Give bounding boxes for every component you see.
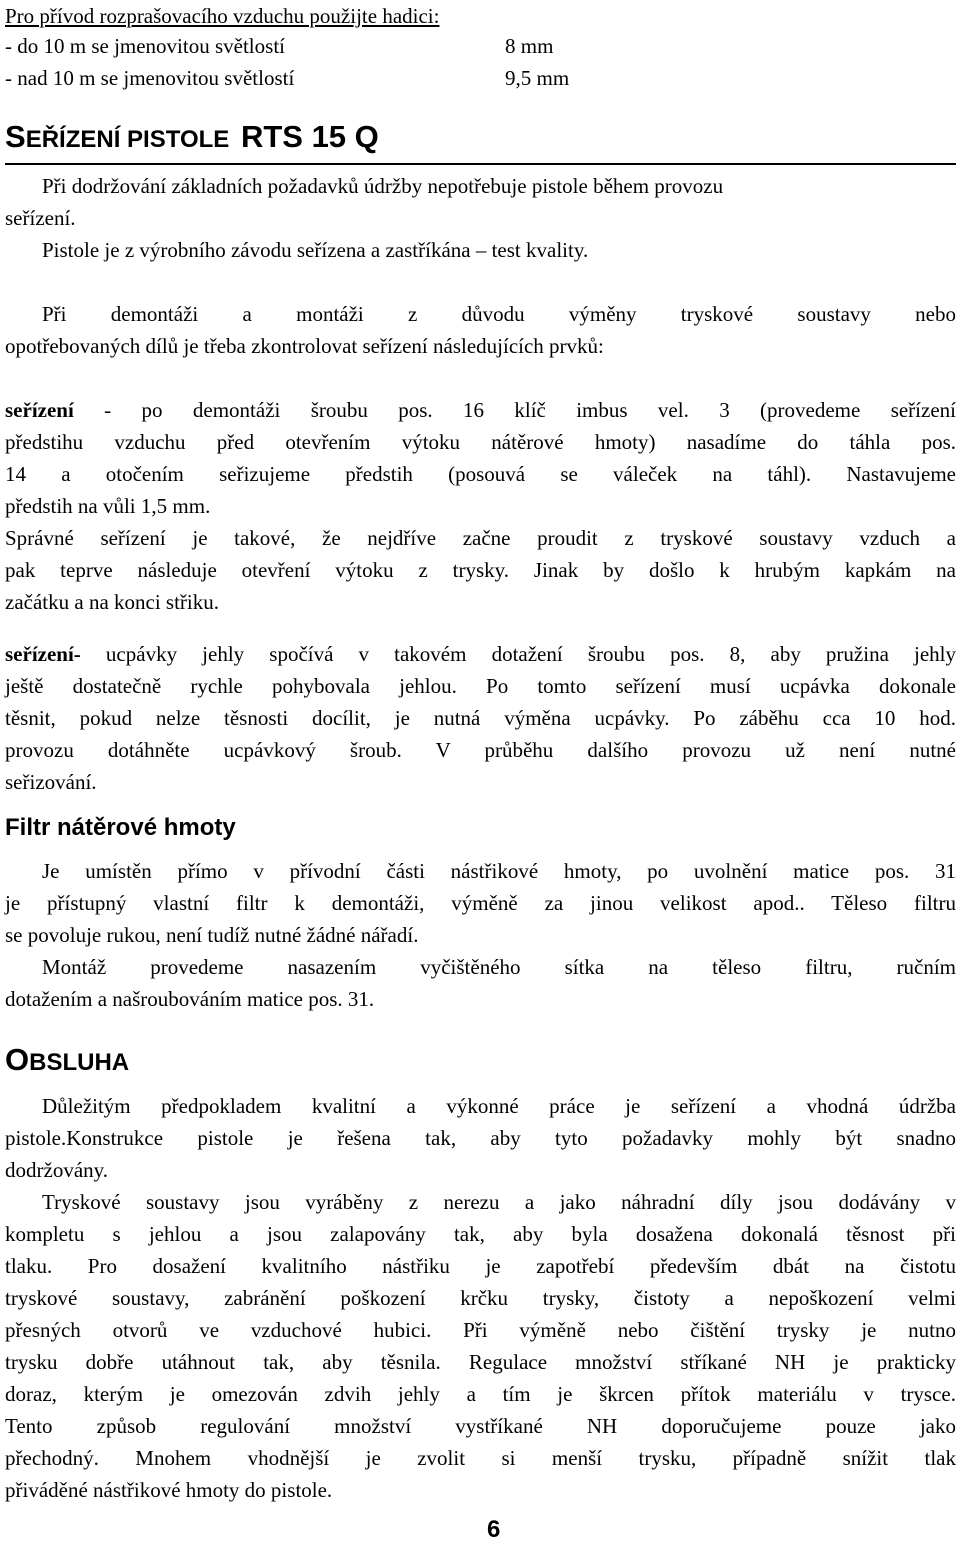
filter-p1-line-3: se povoluje rukou, není tudíž nutné žádné nářadí. bbox=[5, 923, 419, 947]
section-heading-obsluha bbox=[5, 1038, 129, 1086]
section-heading-serizeni bbox=[5, 117, 956, 165]
s1-p6-text: ucpávky jehly spočívá v takovém dotažení šroubu pos. 8, aby pružina jehly bbox=[105, 642, 957, 666]
filter-p1-line-2: je přístupný vlastní filtr k demontáži, výměně za jinou velikost apod.. Těleso filtru bbox=[5, 891, 956, 915]
s1-p4-line-2: předstihu vzduchu před otevřením výtoku nátěrové hmoty) nasadíme do táhla pos. bbox=[5, 430, 956, 454]
hose-row-1 bbox=[5, 30, 956, 62]
heading-model: RTS 15 Q bbox=[240, 119, 379, 154]
filter-p1-line-1: Je umístěn přímo v přívodní části nástřikové hmoty, po uvolnění matice pos. 31 bbox=[42, 859, 956, 883]
s2-p2-line-3: tlaku. Pro dosažení kvalitního nástřiku je zapotřebí především dbát na čistotu bbox=[5, 1254, 956, 1278]
s1-p4-line-1 bbox=[5, 394, 956, 426]
filter-p2-line-2: dotažením a našroubováním matice pos. 31. bbox=[5, 987, 375, 1011]
hose-row-1-value: 8 mm bbox=[505, 34, 554, 58]
heading-initial: S bbox=[5, 119, 26, 154]
filter-p2-line-1: Montáž provedeme nasazením vyčištěného sítka na těleso filtru, ručním bbox=[42, 955, 956, 979]
s1-p1-line-2: seřízení. bbox=[5, 206, 76, 230]
s2-p2-line-2: kompletu s jehlou a jsou zalapovány tak, aby byla dosažena dokonalá těsnost při bbox=[5, 1222, 956, 1246]
s2-p2-line-8: Tento způsob regulování množství vystříkané NH doporučujeme pouze jako bbox=[5, 1414, 956, 1438]
s2-p2-line-9: přechodný. Mnohem vhodnější je zvolit si menší trysku, případně snížit tlak bbox=[5, 1446, 956, 1470]
s1-p1-line-1: Při dodržování základních požadavků údržby nepotřebuje pistole během provozu bbox=[42, 174, 724, 198]
s2-p2-line-1: Tryskové soustavy jsou vyráběny z nerezu a jako náhradní díly jsou dodávány v bbox=[42, 1190, 956, 1214]
filter-heading: Filtr nátěrové hmoty bbox=[5, 814, 236, 841]
s1-p4-bold: seřízení bbox=[5, 398, 74, 422]
s2-p1-line-3: dodržovány. bbox=[5, 1158, 109, 1182]
s2-p1-line-2: pistole.Konstrukce pistole je řešena tak, aby tyto požadavky mohly být snadno bbox=[5, 1126, 956, 1150]
s1-p6-line-4: provozu dotáhněte ucpávkový šroub. V průběhu dalšího provozu už není nutné bbox=[5, 738, 956, 762]
s2-p2-line-6: trysku dobře utáhnout tak, aby těsnila. Regulace množství stříkané NH je prakticky bbox=[5, 1350, 956, 1374]
hose-intro: Pro přívod rozprašovacího vzduchu použijte hadici: bbox=[5, 4, 440, 28]
s1-p6-line-2: ještě dostatečně rychle pohybovala jehlou. Po tomto seřízení musí ucpávka dokonale bbox=[5, 674, 956, 698]
s1-p3-line-2: opotřebovaných dílů je třeba zkontrolovat seřízení následujících prvků: bbox=[5, 334, 604, 358]
s2-p2-line-5: přesných otvorů ve vzduchové hubici. Při výměně nebo čištění trysky je nutno bbox=[5, 1318, 956, 1342]
s1-p6-line-3: těsnit, pokud nelze těsnosti docílit, je nutná výměna ucpávky. Po záběhu cca 10 hod. bbox=[5, 706, 956, 730]
page-number: 6 bbox=[487, 1516, 501, 1543]
s2-p2-line-7: doraz, kterým je omezován zdvih jehly a tím je škrcen přítok materiálu v trysce. bbox=[5, 1382, 956, 1406]
s1-p4-line-3: 14 a otočením seřizujeme předstih (posouvá se váleček na táhl). Nastavujeme bbox=[5, 462, 956, 486]
hose-row-2-label: - nad 10 m se jmenovitou světlostí bbox=[5, 66, 295, 90]
s1-p2: Pistole je z výrobního závodu seřízena a zastříkána – test kvality. bbox=[42, 238, 589, 262]
heading-rest: EŘÍZENÍ PISTOLE bbox=[25, 126, 230, 153]
s1-p5-line-2: pak teprve následuje otevření výtoku z trysky. Jinak by došlo k hrubým kapkám na bbox=[5, 558, 956, 582]
s1-p6-line-1 bbox=[5, 638, 956, 670]
hose-row-2 bbox=[5, 62, 956, 94]
s2-p2-line-10: přiváděné nástřikové hmoty do pistole. bbox=[5, 1478, 333, 1502]
s1-p6-bold: seřízení- bbox=[5, 642, 81, 666]
s1-p6-line-5: seřizování. bbox=[5, 770, 97, 794]
s2-p1-line-1: Důležitým předpokladem kvalitní a výkonné práce je seřízení a vhodná údržba bbox=[42, 1094, 956, 1118]
heading2-initial: O bbox=[5, 1042, 30, 1077]
s2-p2-line-4: tryskové soustavy, zabránění poškození krčku trysky, čistoty a nepoškození velmi bbox=[5, 1286, 956, 1310]
hose-row-1-label: - do 10 m se jmenovitou světlostí bbox=[5, 34, 285, 58]
s1-p5-line-1: Správné seřízení je takové, že nejdříve začne proudit z tryskové soustavy vzduch a bbox=[5, 526, 956, 550]
s1-p4-text: - po demontáži šroubu pos. 16 klíč imbus vel. 3 (provedeme seřízení bbox=[104, 398, 956, 422]
s1-p3-line-1: Při demontáži a montáži z důvodu výměny tryskové soustavy nebo bbox=[42, 302, 956, 326]
heading2-rest: BSLUHA bbox=[29, 1049, 130, 1076]
s1-p4-line-4: předstih na vůli 1,5 mm. bbox=[5, 494, 211, 518]
hose-row-2-value: 9,5 mm bbox=[505, 66, 570, 90]
s1-p5-line-3: začátku a na konci střiku. bbox=[5, 590, 219, 614]
